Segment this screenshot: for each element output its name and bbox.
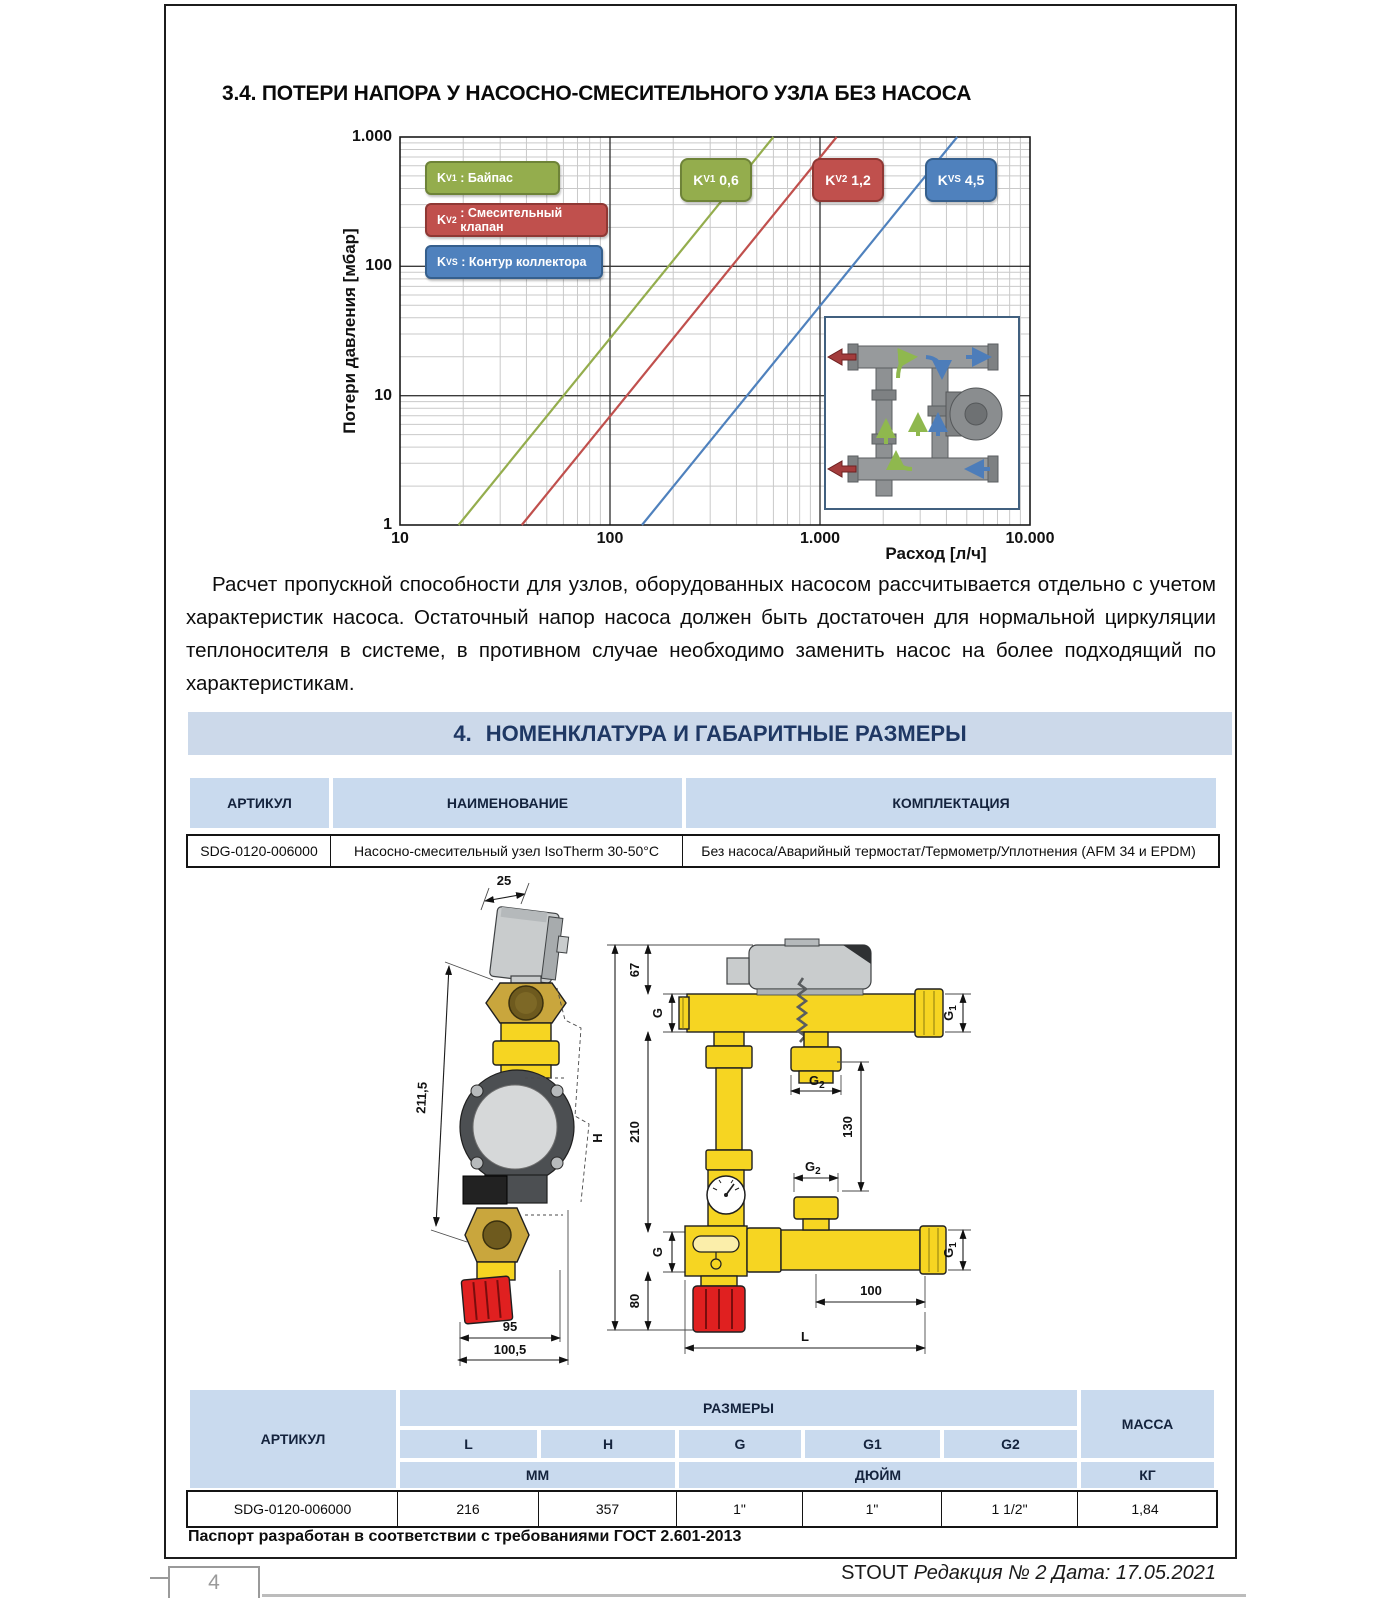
svg-text:H: H [590,1133,605,1143]
cell-g1: 1" [803,1492,942,1526]
col-sizes: РАЗМЕРЫ [398,1388,1079,1428]
col-mass: МАССА [1079,1388,1216,1460]
dimensions-table-row [186,1490,1218,1528]
revision-info: Редакция № 2 Дата: 17.05.2021 [913,1562,1216,1584]
y-axis-title: Потери давления [мбар] [340,228,359,434]
svg-text:95: 95 [502,1319,518,1334]
footer-brand-line [700,1562,1216,1585]
brand-name: STOUT [841,1562,909,1584]
products-table-row [186,834,1220,868]
svg-text:G1: $G_1$ [941,1005,959,1021]
products-table-header [188,776,1218,830]
col-g1: G1 [803,1428,942,1460]
curve-label-kv2: K V2 1,2 [812,158,884,202]
svg-text:211,5: 211,5 [413,1081,430,1115]
unit-kg: КГ [1079,1460,1216,1490]
cell-g: 1" [677,1492,803,1526]
pump-terminal-box [463,1176,507,1204]
footer-rule [262,1594,1246,1597]
y-tick: 10 [374,387,392,404]
svg-text:210: 210 [627,1121,642,1143]
curve-label-kv1: K V1 0,6 [680,158,752,202]
unit-inch: ДЮЙМ [677,1460,1079,1490]
svg-text:G2: $G_2$ [805,1159,821,1177]
cell-artikul: SDG-0120-006000 [188,1492,398,1526]
svg-text:G1: $G_1$ [941,1242,959,1258]
col-package: КОМПЛЕКТАЦИЯ [684,776,1218,830]
x-tick: 10.000 [1005,530,1055,547]
cell-mass: 1,84 [1131,1501,1159,1517]
cell-l: 216 [398,1492,539,1526]
legend-item-bypass: K V1 : Байпас [425,161,560,195]
page-tab-step [150,1577,168,1579]
svg-text:100: 100 [860,1283,882,1298]
cell-g2: 1 1/2" [942,1492,1078,1526]
svg-text:G: G [650,1246,665,1258]
legend-item-collector-circuit: K VS : Контур коллектора [425,245,603,279]
svg-text:67: 67 [627,962,642,978]
col-l: L [398,1428,539,1460]
dimensional-drawings [405,870,1045,1385]
col-g: G [677,1428,803,1460]
svg-text:25: 25 [496,873,512,888]
bottom-pipe [781,1230,920,1270]
cell-name: Насосно-смесительный узел IsoTherm 30-50°C [331,836,683,866]
cell-h: 357 [539,1492,677,1526]
unit-inset-image [824,316,1020,510]
col-g2: G2 [942,1428,1079,1460]
front-view-drawing [590,939,971,1354]
cell-artikul: SDG-0120-006000 [188,836,331,866]
col-artikul: АРТИКУЛ [188,776,331,830]
curve-label-kvs: K VS 4,5 [925,158,997,202]
side-view-drawing [413,873,589,1366]
page-number: 4 [168,1566,260,1598]
svg-text:80: 80 [627,1293,642,1309]
section-4-header: 4. НОМЕНКЛАТУРА И ГАБАРИТНЫЕ РАЗМЕРЫ [188,712,1232,755]
drain-knob-side [461,1276,513,1324]
y-tick: 100 [365,257,392,274]
actuator-front [727,939,871,995]
svg-text:L: L [801,1329,809,1344]
gost-footnote: Паспорт разработан в соответствии с требованиями ГОСТ 2.601-2013 [188,1528,742,1545]
col-artikul: АРТИКУЛ [188,1388,398,1490]
pump-face [473,1085,557,1169]
svg-text:100,5: 100,5 [493,1342,527,1357]
x-tick: 100 [596,530,624,547]
actuator-side [489,906,571,984]
cell-package: Без насоса/Аварийный термостат/Термометр/Уплотнения (AFM 34 и EPDM) [701,843,1196,859]
unit-3d-schematic [826,318,1018,508]
x-axis-title: Расход [л/ч] [885,544,987,563]
x-tick: 1.000 [799,530,841,547]
top-pipe [687,994,915,1032]
svg-text:130: 130 [840,1116,855,1138]
unit-mm: ММ [398,1460,677,1490]
capacity-paragraph: Расчет пропускной способности для узлов, оборудованных насосом рассчитывается отдельно с учетом характеристик насоса. Остаточный напор насоса должен быть достаточен для нормальной циркуляции теплоносителя в системе, в противном случае необходимо заменить насос на более подходящий по характеристикам. [186,573,1216,695]
y-tick: 1 [383,516,392,533]
section-3-4-title: 3.4. ПОТЕРИ НАПОРА У НАСОСНО-СМЕСИТЕЛЬНОГО УЗЛА БЕЗ НАСОСА [222,82,972,105]
y-tick: 1.000 [351,128,392,145]
x-tick: 10 [391,530,409,547]
svg-text:G: G [650,1007,665,1019]
dimensions-table-header [188,1388,1216,1490]
pressure-loss-chart [336,126,1055,578]
legend-item-mixing-valve: K V2 : Смесительный клапан [425,203,608,237]
svg-text:G2: $G_2$ [809,1073,825,1091]
drain-knob-front [693,1286,745,1332]
col-name: НАИМЕНОВАНИЕ [331,776,684,830]
col-h: H [539,1428,677,1460]
